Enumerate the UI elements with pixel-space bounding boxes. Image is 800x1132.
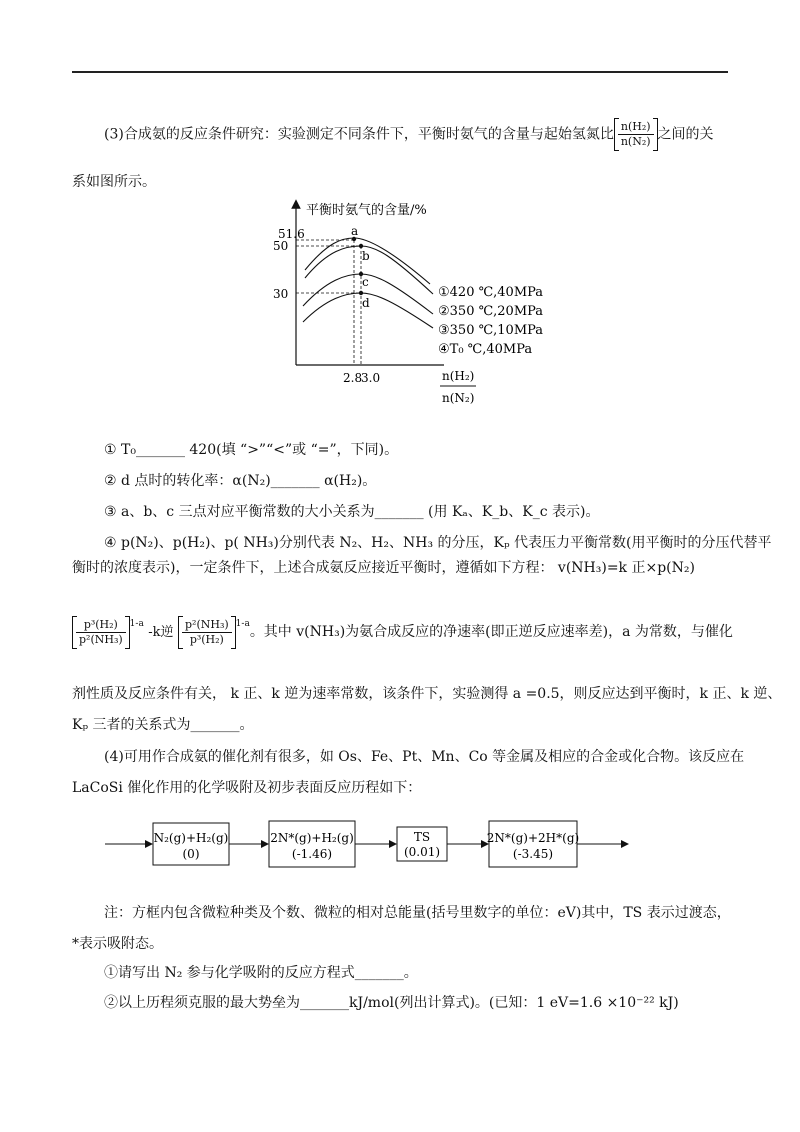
q4-note2: *表示吸附态。 (72, 936, 163, 952)
flow-box-3-energy: (0.01) (403, 845, 441, 859)
exponent-1: 1-a (129, 619, 144, 629)
item-4-line1: ④ p(N₂)、p(H₂)、p( NH₃)分别代表 N₂、H₂、NH₃ 的分压，Kₚ 代表压力平衡常数(用平衡时的分压代替平 (104, 535, 772, 551)
reaction-flow-diagram (100, 818, 640, 874)
point-label: d (362, 296, 370, 310)
flow-box-2-label: 2N*(g)+H₂(g) (270, 831, 354, 845)
q4-line2: LaCoSi 催化作用的化学吸附及初步表面反应历程如下： (72, 780, 422, 796)
item-1: ① T₀_______ 420(填 “>”“<”或 “=”，下同)。 (104, 442, 399, 458)
q4-sub2: ②以上历程须克服的最大势垒为_______kJ/mol(列出计算式)。(已知：1 eV=1.6 ×10⁻²² kJ) (104, 995, 679, 1011)
q4-sub1: ①请写出 N₂ 参与化学吸附的反应方程式_______。 (104, 965, 418, 981)
legend-series-2: ②350 ℃,20MPa (438, 304, 544, 319)
k-reverse-term: -k逆 (148, 625, 174, 640)
flow-box-3-label: TS (413, 830, 431, 844)
legend-series-4: ④T₀ ℃,40MPa (438, 342, 533, 357)
q3-intro-line (104, 118, 714, 151)
y-axis-label: 平衡时氨气的含量/% (306, 203, 427, 218)
point-label: a (351, 224, 359, 238)
legend-series-1: ①420 ℃,40MPa (438, 285, 544, 300)
equilibrium-chart (270, 198, 570, 413)
item-2: ② d 点时的转化率：α(N₂)_______ α(H₂)。 (104, 473, 377, 489)
point-b (359, 244, 363, 248)
point-d (359, 291, 363, 295)
flow-box-2-energy: (-1.46) (291, 847, 333, 861)
equation-bracket-2 (178, 616, 236, 649)
y-tick-label: 30 (273, 287, 289, 301)
fraction-1-denominator: p²(NH₃) (79, 632, 123, 646)
header-rule (72, 71, 728, 73)
point-label: b (362, 249, 370, 263)
q4-note1: 注：方框内包含微粒种类及个数、微粒的相对总能量(括号里数字的单位：eV)其中，TS 表示过渡态， (104, 905, 731, 921)
q4-line1: (4)可用作合成氨的催化剂有很多，如 Os、Fe、Pt、Mn、Co 等金属及相应的合金或化合物。该反应在 (104, 749, 745, 765)
y-tick-label: 51.6 (278, 227, 305, 241)
fraction-2-denominator: p³(H₂) (189, 632, 224, 646)
equation-tail: 。其中 v(NH₃)为氨合成反应的净速率(即正逆反应速率差)，a 为常数，与催化 (249, 624, 733, 640)
point-label: c (362, 275, 369, 289)
q3-intro-line2: 系如图所示。 (72, 174, 156, 190)
x-label-numerator: n(H₂) (442, 369, 475, 383)
ratio-numerator: n(H₂) (618, 120, 654, 135)
equation-fraction-1 (76, 618, 126, 647)
flow-box-4-label: 2N*(g)+2H*(g) (486, 831, 580, 845)
ratio-denominator: n(N₂) (620, 135, 651, 148)
item-4-line2: 衡时的浓度表示)，一定条件下，上述合成氨反应接近平衡时，遵循如下方程： v(NH₃)=k 正×p(N₂) (72, 560, 695, 576)
ratio-fraction (618, 120, 654, 149)
legend-series-3: ③350 ℃,10MPa (438, 323, 544, 338)
fraction-1-numerator: p³(H₂) (76, 618, 126, 633)
q3-intro-suffix: 之间的关 (657, 126, 714, 143)
rate-equation (72, 614, 733, 649)
equation-fraction-2 (182, 618, 232, 647)
q3-intro-prefix: (3)合成氨的反应条件研究：实验测定不同条件下，平衡时氨气的含量与起始氢氮比 (104, 126, 614, 143)
y-tick-label: 50 (273, 239, 289, 253)
item-4-line5: Kₚ 三者的关系式为_______。 (72, 717, 254, 733)
item-3: ③ a、b、c 三点对应平衡常数的大小关系为_______ (用 Kₐ、K_b、K_c 表示)。 (104, 504, 600, 520)
exponent-2: 1-a (235, 619, 250, 629)
x-label-denominator: n(N₂) (442, 391, 475, 405)
flow-box-1-label: N₂(g)+H₂(g) (153, 831, 229, 845)
ratio-bracket (614, 118, 658, 151)
item-4-line4: 剂性质及反应条件有关， k 正、k 逆为速率常数，该条件下，实验测得 a =0.5，则反应达到平衡时，k 正、k 逆、 (72, 686, 782, 702)
flow-box-4-energy: (-3.45) (512, 847, 554, 861)
equation-bracket-1 (72, 616, 130, 649)
fraction-2-numerator: p²(NH₃) (182, 618, 232, 633)
x-tick-label: 3.0 (361, 371, 381, 385)
flow-box-1-energy: (0) (182, 847, 200, 861)
x-tick-label: 2.8 (343, 371, 363, 385)
